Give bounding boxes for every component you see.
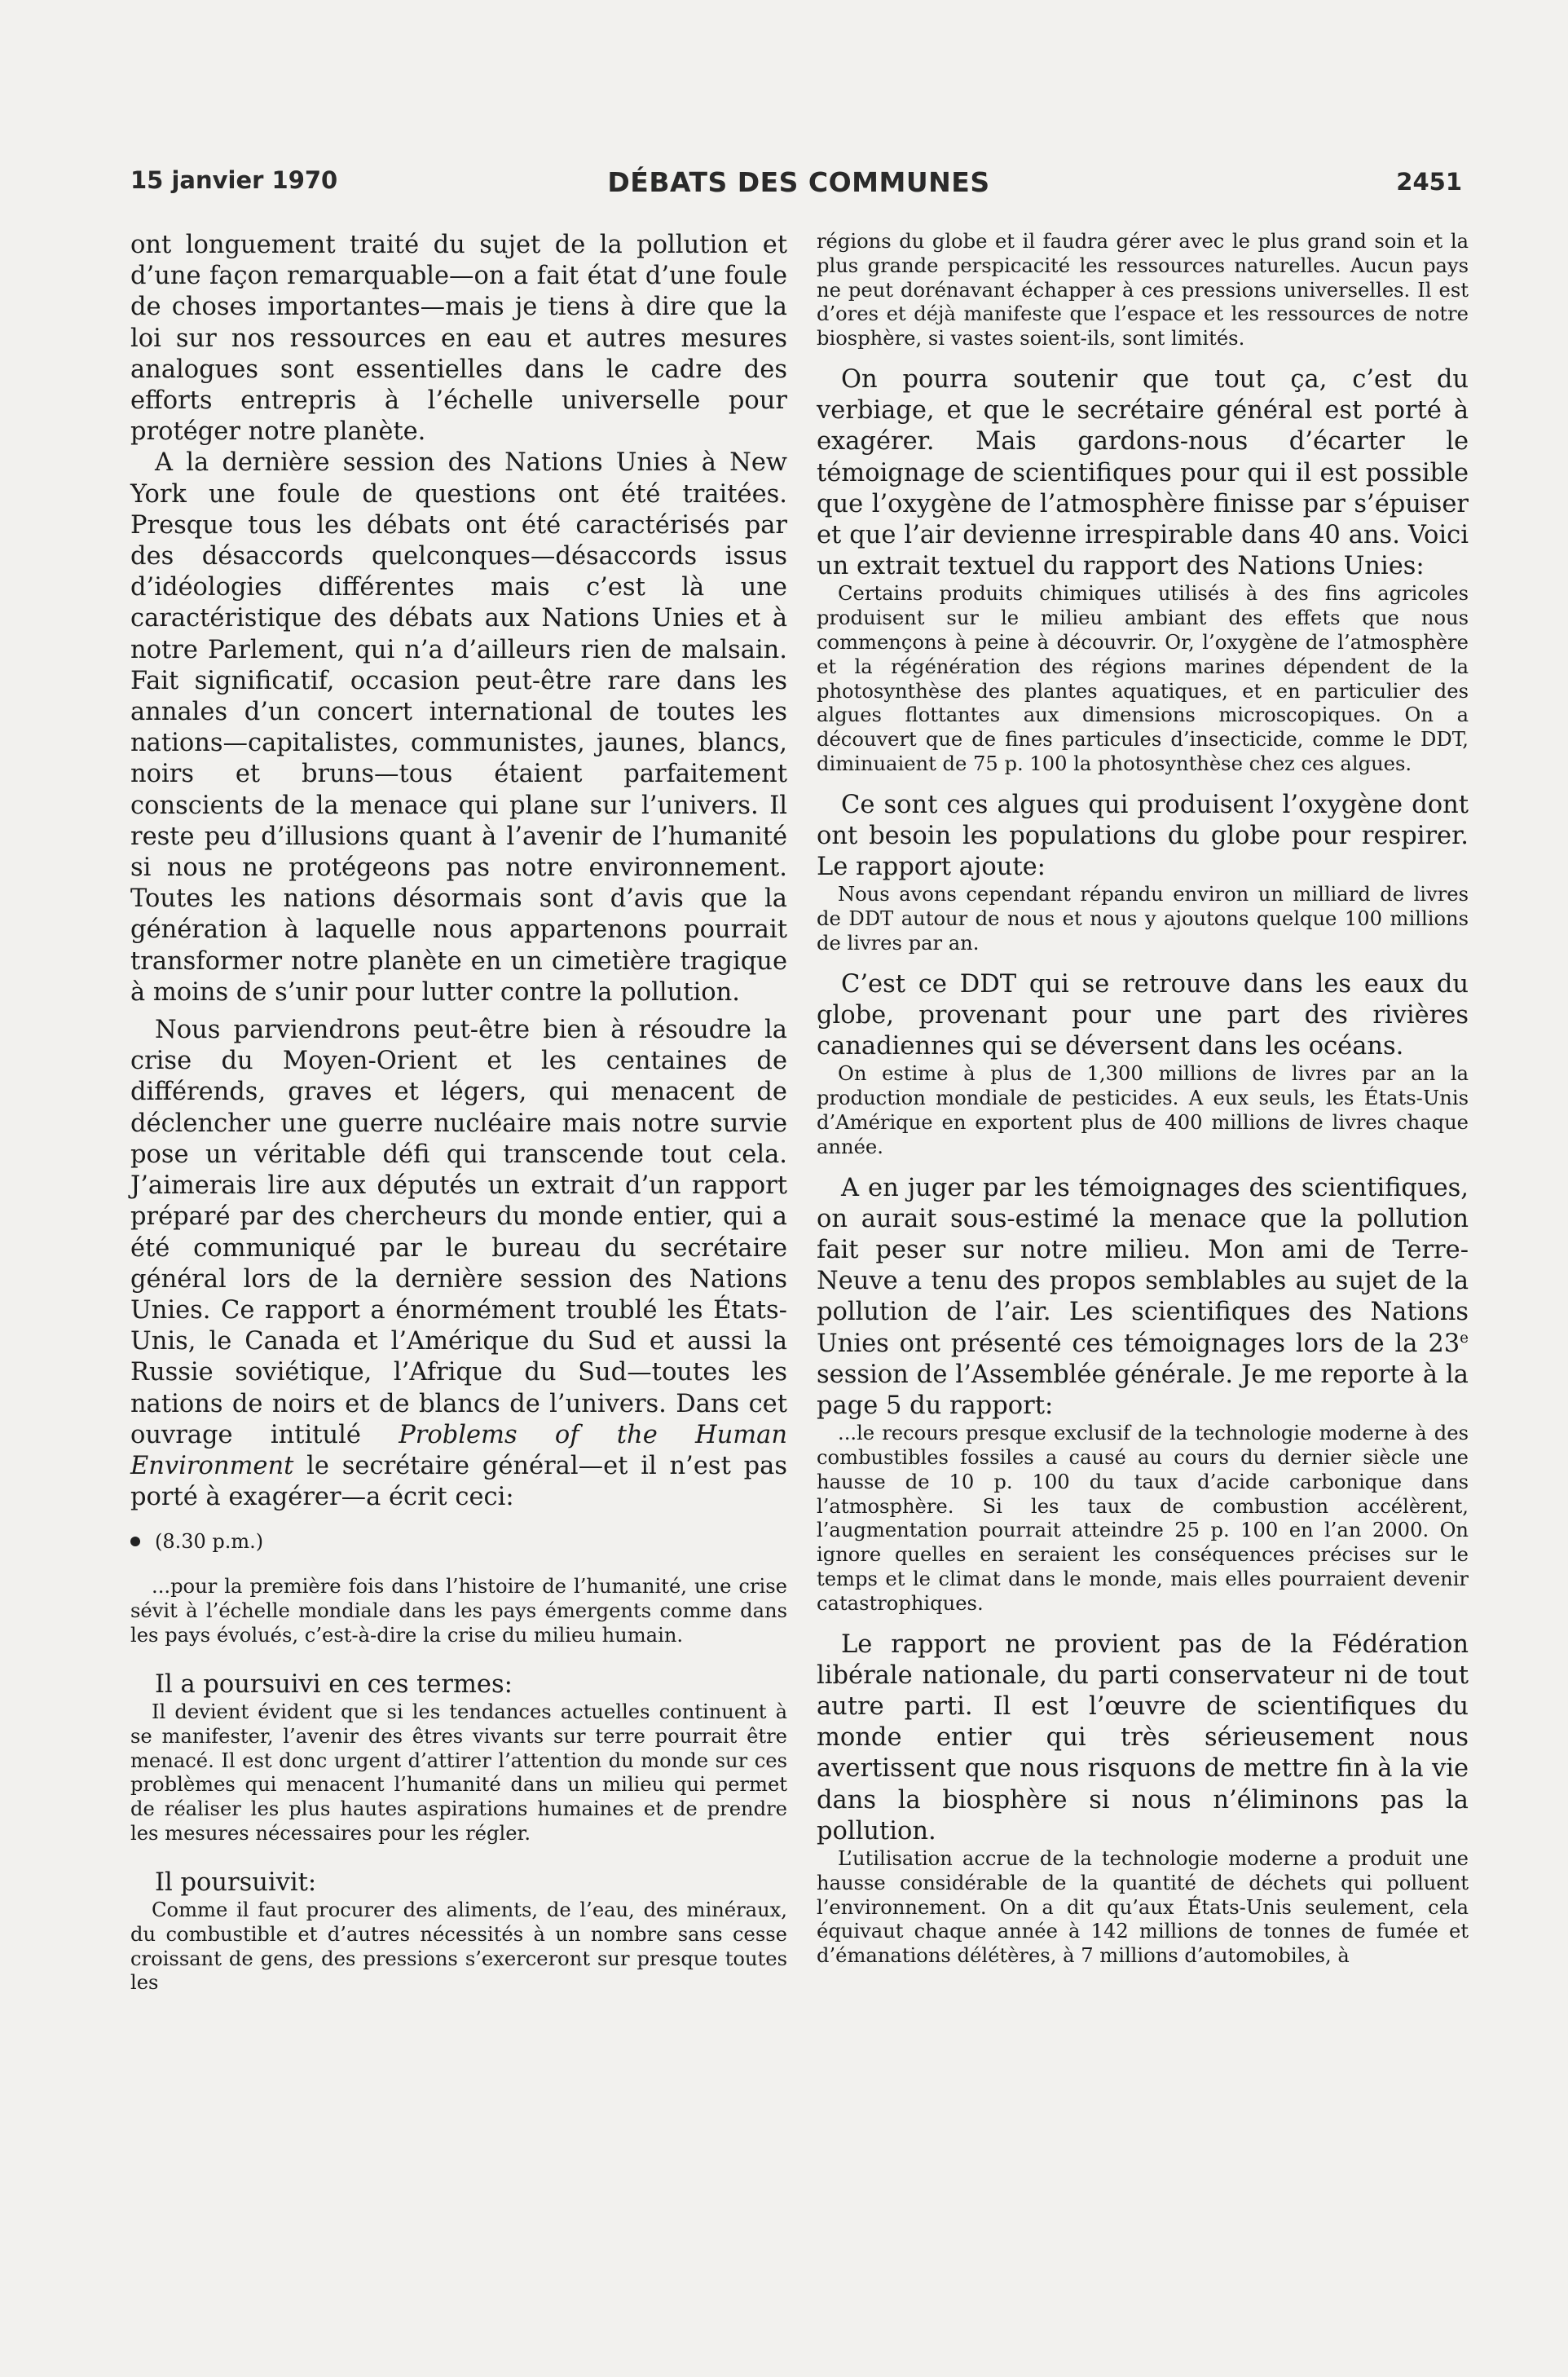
header-date: 15 janvier 1970 — [130, 166, 338, 194]
quotation: Certains produits chimiques utilisés à des fins agricoles produisent sur le milieu ambiant des effets que nous commençons à peine à découvrir. Or, l’oxygène de l’atmosphère et la régénération des régions marines dépendent de la photosynthèse des plantes aquatiques, et en particulier des algues flottantes aux dimensions microscopiques. On a découvert que de fines particules d’insecticide, comme le DDT, diminuaient de 75 p. 100 la photosynthèse chez ces algues. — [817, 582, 1469, 775]
header-title: DÉBATS DES COMMUNES — [607, 166, 990, 198]
time-marker — [130, 1529, 787, 1554]
quotation: régions du globe et il faudra gérer avec le plus grand soin et la plus grande perspicacité les ressources naturelles. Aucun pays ne peut dorénavant échapper à ces pressions universelles. Il est d’ores et déjà manifeste que l’espace et les ressources de notre biosphère, si vastes soient-ils, sont limités. — [817, 230, 1469, 351]
book-title: Problems of the Human Environment — [130, 1420, 788, 1480]
page-header — [130, 166, 1467, 202]
paragraph: Il a poursuivi en ces termes: — [155, 1669, 513, 1699]
paragraph: Il poursuivit: — [155, 1868, 317, 1897]
ordinal-suffix: e — [1460, 1329, 1469, 1347]
paragraph-text: A en juger par les témoignages des scientifiques, on aurait sous-estimé la menace que la pollution fait peser sur notre milieu. Mon ami de Terre-Neuve a tenu des propos semblables au sujet de la pollution de l’air. Les scientifiques des Nations Unies ont présenté ces témoignages lors de la 23 — [817, 1173, 1469, 1358]
right-column — [817, 230, 1469, 1969]
quotation: Comme il faut procurer des aliments, de l’eau, des minéraux, du combustible et d’autres nécessités à un nombre sans cesse croissant de gens, des pressions s’exerceront sur presque toutes les — [130, 1898, 787, 1995]
paragraph: On pourra soutenir que tout ça, c’est du verbiage, et que le secrétaire général est porté à exagérer. Mais gardons-nous d’écarter le témoignage de scientifiques pour qui il est possible que l’oxygène de l’atmosphère finisse par s’épuiser et que l’air devienne irrespirable dans 40 ans. Voici un extrait textuel du rapport des Nations Unies: — [817, 364, 1469, 581]
paragraph — [130, 1015, 787, 1513]
quotation: ...pour la première fois dans l’histoire de l’humanité, une crise sévit à l’échelle mondiale dans les pays émergents comme dans les pays évolués, c’est-à-dire la crise du milieu humain. — [130, 1575, 787, 1647]
paragraph: Le rapport ne provient pas de la Fédération libérale nationale, du parti conservateur ni de tout autre parti. Il est l’œuvre de scientifiques du monde entier qui très sérieusement nous avertissent que nous risquons de mettre fin à la vie dans la biosphère si nous n’éliminons pas la pollution. — [817, 1630, 1469, 1846]
quotation: Il devient évident que si les tendances actuelles continuent à se manifester, l’avenir des êtres vivants sur terre pourrait être menacé. Il est donc urgent d’attirer l’attention du monde sur ces problèmes qui menacent l’humanité dans un milieu qui permet de réaliser les plus hautes aspirations humaines et de prendre les mesures nécessaires pour les régler. — [130, 1700, 787, 1845]
paragraph-text: session de l’Assemblée générale. Je me reporte à la page 5 du rapport: — [817, 1360, 1469, 1420]
quotation: L’utilisation accrue de la technologie moderne a produit une hausse considérable de la quantité de déchets qui polluent l’environnement. On a dit qu’aux États-Unis seulement, cela équivaut chaque année à 142 millions de tonnes de fumée et d’émanations délétères, à 7 millions d’automobiles, à — [817, 1847, 1469, 1968]
paragraph-text: Nous parviendrons peut-être bien à résoudre la crise du Moyen-Orient et les centaines de différends, graves et légers, qui menacent de déclencher une guerre nucléaire mais notre survie pose un véritable défi qui transcende tout cela. J’aimerais lire aux députés un extrait d’un rapport préparé par des chercheurs du monde entier, qui a été communiqué par le bureau du secrétaire général lors de la dernière session des Nations Unies. Ce rapport a énormément troublé les États-Unis, le Canada et l’Amérique du Sud et aussi la Russie soviétique, l’Afrique du Sud—toutes les nations de noirs et de blancs de l’univers. Dans cet ouvrage intitulé — [130, 1016, 787, 1449]
paragraph: ont longuement traité du sujet de la pollution et d’une façon remarquable—on a fait état d’une foule de choses importantes—mais je tiens à dire que la loi sur nos ressources en eau et autres mesures analogues sont essentielles dans le cadre des efforts entrepris à l’échelle universelle pour protéger notre planète. — [130, 231, 787, 447]
quotation: On estime à plus de 1,300 millions de livres par an la production mondiale de pesticides. A eux seuls, les États-Unis d’Amérique en exportent plus de 400 millions de livres chaque année. — [817, 1062, 1469, 1158]
left-column — [130, 230, 787, 1996]
paragraph: A la dernière session des Nations Unies à New York une foule de questions ont été traitées. Presque tous les débats ont été caractérisés par des désaccords quelconques—désaccords issus d’idéologies différentes mais c’est là une caractéristique des débats aux Nations Unies et à notre Parlement, qui n’a d’ailleurs rien de malsain. Fait significatif, occasion peut-être rare dans les annales d’un concert international de toutes les nations—capitalistes, communistes, jaunes, blancs, noirs et bruns—tous étaient parfaitement conscients de la menace qui plane sur l’univers. Il reste peu d’illusions quant à l’avenir de l’humanité si nous ne protégeons pas notre environnement. Toutes les nations désormais sont d’avis que la génération à laquelle nous appartenons pourrait transformer notre planète en un cimetière tragique à moins de s’unir pour lutter contre la pollution. — [130, 448, 787, 1007]
quotation: ...le recours presque exclusif de la technologie moderne à des combustibles fossiles a causé au cours du dernier siècle une hausse de 10 p. 100 du taux d’acide carbonique dans l’atmosphère. Si les taux de combustion accélèrent, l’augmentation pourrait atteindre 25 p. 100 en l’an 2000. On ignore quelles en seraient les conséquences précises sur le temps et le climat dans le monde, mais elles pourraient devenir catastrophiques. — [817, 1422, 1469, 1615]
time-marker-text: (8.30 p.m.) — [155, 1530, 264, 1554]
paragraph: Ce sont ces algues qui produisent l’oxygène dont ont besoin les populations du globe pour respirer. Le rapport ajoute: — [817, 790, 1469, 882]
page-number: 2451 — [1396, 168, 1462, 196]
paragraph-text: le secrétaire général—et il n’est pas porté à exagérer—a écrit ceci: — [130, 1451, 787, 1512]
paragraph: C’est ce DDT qui se retrouve dans les eaux du globe, provenant pour une part des rivières canadiennes qui se déversent dans les océans. — [817, 969, 1469, 1061]
paragraph — [817, 1173, 1469, 1422]
quotation: Nous avons cependant répandu environ un milliard de livres de DDT autour de nous et nous y ajoutons quelque 100 millions de livres par an. — [817, 883, 1469, 955]
bullet-icon — [130, 1537, 140, 1546]
